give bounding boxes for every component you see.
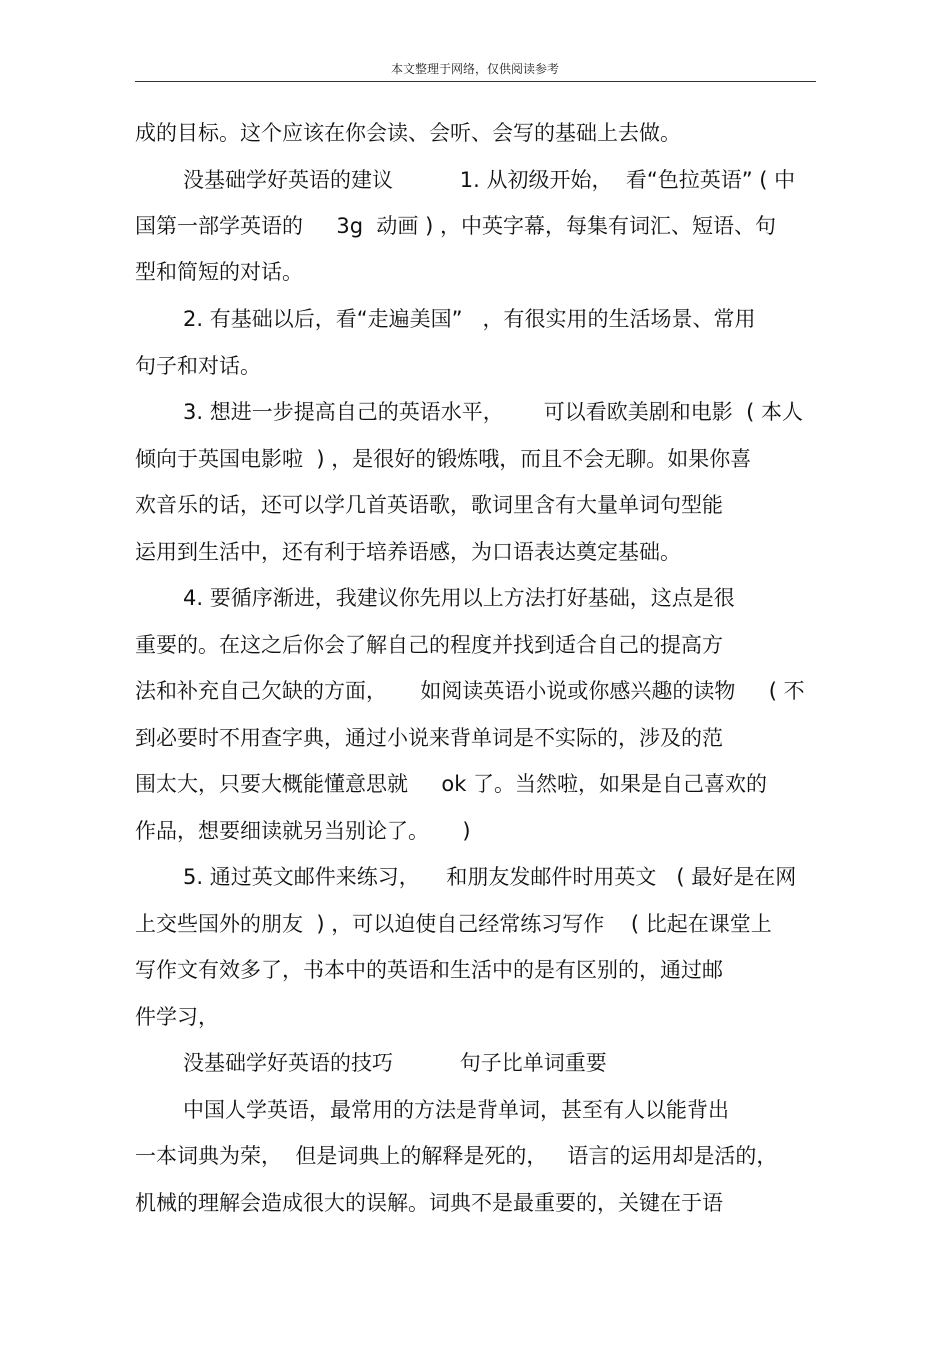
text-line: 法和补充自己欠缺的方面， 如阅读英语小说或你感兴趣的读物 ( 不 [135, 679, 805, 703]
text-line: 中国人学英语，最常用的方法是背单词，甚至有人以能背出 [183, 1098, 729, 1122]
text-line: 重要的。在这之后你会了解自己的程度并找到适合自己的提高方 [135, 633, 723, 657]
page-header: 本文整理于网络，仅供阅读参考 [390, 62, 559, 76]
text-line: 2. 有基础以后，看“走遍美国” ，有很实用的生活场景、常用 [183, 307, 756, 331]
text-line: 句子和对话。 [135, 354, 261, 378]
text-line: 运用到生活中，还有利于培养语感，为口语表达奠定基础。 [135, 540, 681, 564]
text-line: 欢音乐的话，还可以学几首英语歌，歌词里含有大量单词句型能 [135, 493, 723, 517]
text-line: 3. 想进一步提高自己的英语水平， 可以看欧美剧和电影 ( 本人 [183, 400, 803, 424]
text-line: 作品，想要细读就另当别论了。 ) [135, 819, 471, 843]
text-line: 写作文有效多了，书本中的英语和生活中的是有区别的，通过邮 [135, 958, 723, 982]
text-line: 5. 通过英文邮件来练习， 和朋友发邮件时用英文 ( 最好是在网 [183, 865, 797, 889]
text-line: 型和简短的对话。 [135, 260, 303, 284]
text-line: 倾向于英国电影啦 ) ，是很好的锻炼哦，而且不会无聊。如果你喜 [135, 447, 752, 471]
text-line: 件学习， [135, 1005, 219, 1029]
text-line: 围太大，只要大概能懂意思就 ok 了。当然啦，如果是自己喜欢的 [135, 772, 768, 796]
text-line: 上交些国外的朋友 ) ，可以迫使自己经常练习写作 ( 比起在课堂上 [135, 912, 772, 936]
header-rule [135, 81, 816, 82]
text-line: 国第一部学英语的 3g 动画 ) ，中英字幕，每集有词汇、短语、句 [135, 214, 776, 238]
text-line: 一本词典为荣， 但是词典上的解释是死的， 语言的运用却是活的， [135, 1144, 778, 1168]
text-line: 机械的理解会造成很大的误解。词典不是最重要的，关键在于语 [135, 1191, 723, 1215]
text-line: 没基础学好英语的建议 1. 从初级开始， 看“色拉英语” ( 中 [183, 168, 796, 192]
text-line: 到必要时不用查字典，通过小说来背单词是不实际的，涉及的范 [135, 726, 723, 750]
text-line: 4. 要循序渐进，我建议你先用以上方法打好基础，这点是很 [183, 586, 735, 610]
text-line: 没基础学好英语的技巧 句子比单词重要 [183, 1051, 607, 1075]
text-line: 成的目标。这个应该在你会读、会听、会写的基础上去做。 [135, 121, 681, 145]
